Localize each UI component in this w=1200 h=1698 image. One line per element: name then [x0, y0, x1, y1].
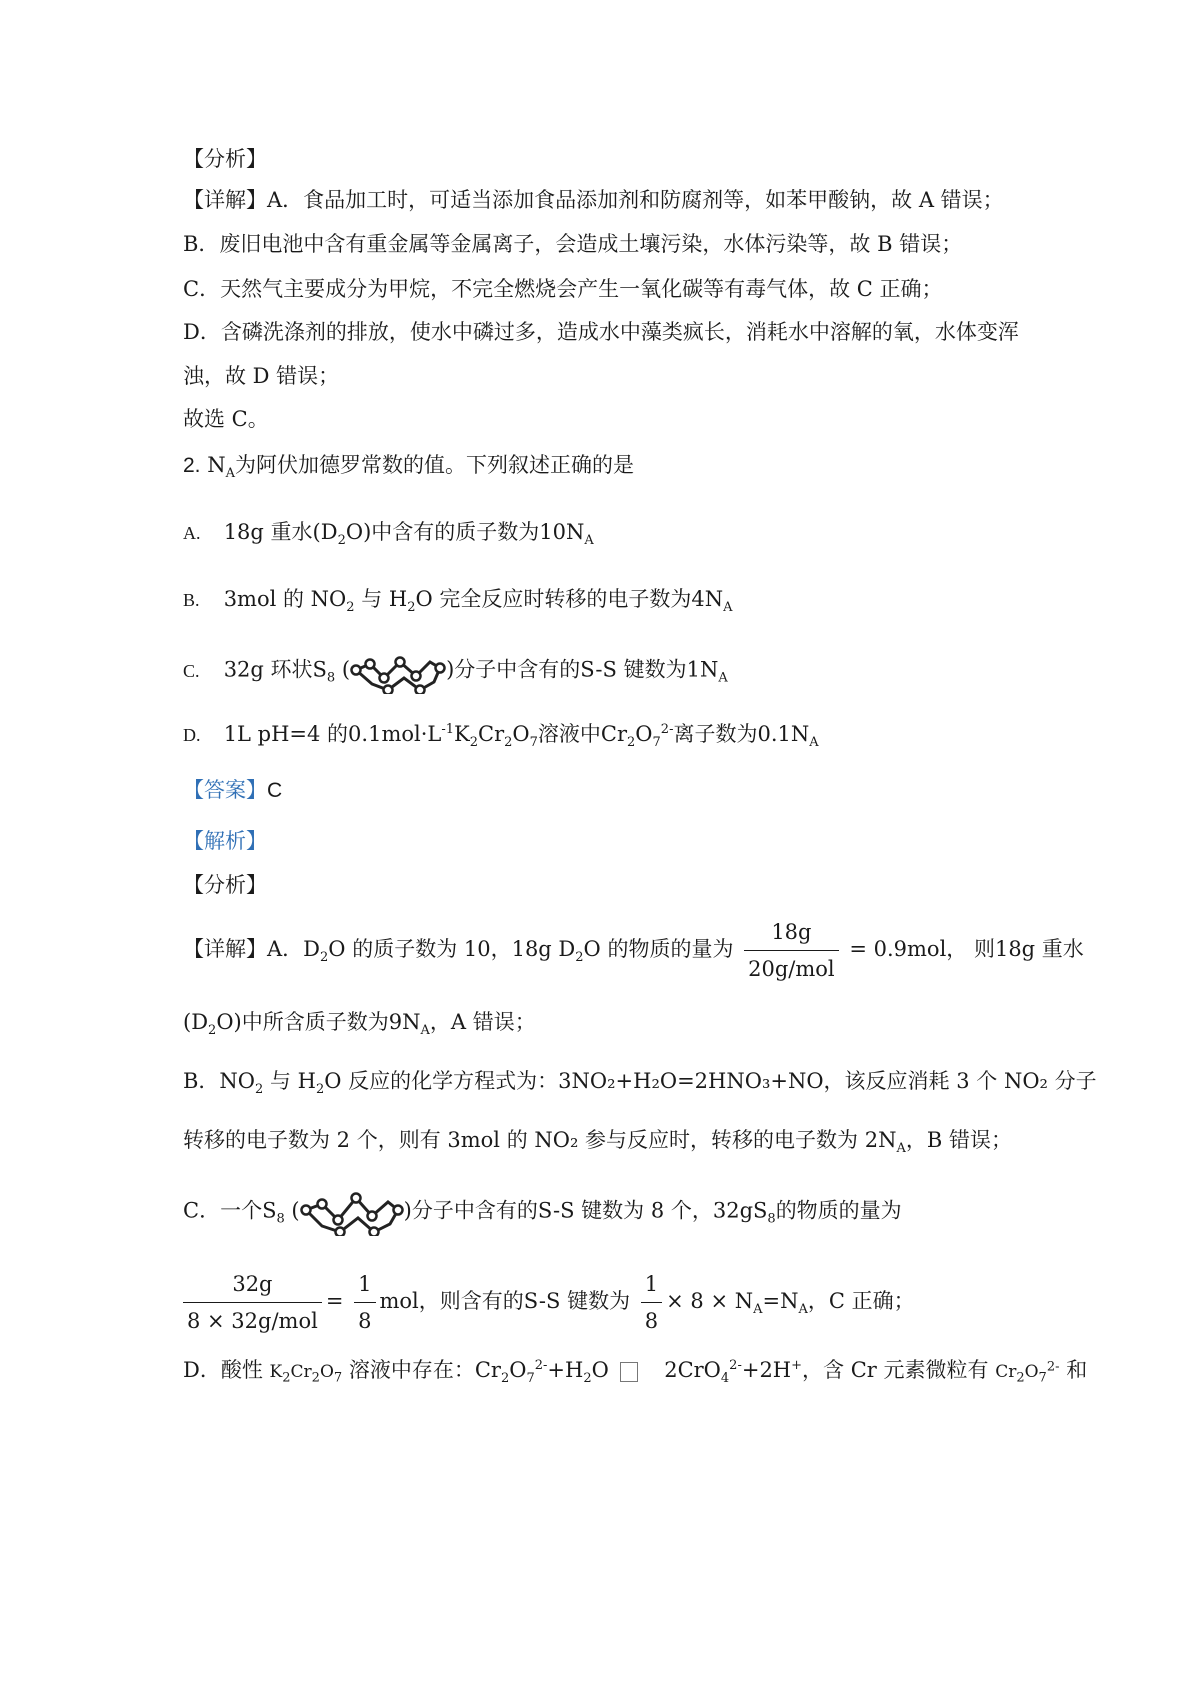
- option-a-text2: O)中含有的质子数为10N: [345, 520, 585, 544]
- analysis-c2-part4: ，C 正确；: [807, 1289, 915, 1313]
- detail-line-d1: D．含磷洗涤剂的排放，使水中磷过多，造成水中藻类疯长，消耗水中溶解的氧，水体变浑: [183, 320, 1019, 344]
- analysis-a-line1: 【详解】A．$D_2O$ 的质子数为 10，18g $D_2O$ 的物质的量为 $\frac{18g}{\text{20g/mol}}$ = 0.9mol， 则18g 重水: [183, 920, 1084, 981]
- option-b-text3: O 完全反应时转移的电子数为4N: [415, 587, 724, 611]
- analysis-c2-part1: mol，则含有的S-S 键数为: [379, 1289, 631, 1313]
- fraction-numerator: 1: [354, 1270, 375, 1303]
- analysis-d-part6: 2CrO: [664, 1358, 721, 1382]
- question-stem: [183, 451, 634, 480]
- analysis-c-part1: C．一个S: [183, 1198, 277, 1223]
- analysis-c-part2: 分子中含有的S-S 键数为 8 个，32gS: [411, 1198, 768, 1223]
- fraction-numerator: 18g: [744, 918, 839, 951]
- k2cr2o7-formula: $K_2Cr_2O_7$: [269, 1362, 343, 1386]
- analysis-b2-part2: ，B 错误；: [905, 1128, 1012, 1152]
- avogadro-symbol: N: [207, 453, 226, 477]
- answer-line: [183, 776, 282, 805]
- analysis-b-line2: 转移的电子数为 2 个，则有 3mol 的 NO₂ 参与反应时，转移的电子数为 $2N_A$，B 错误；: [183, 1128, 1012, 1157]
- fraction-32g-over-8x32: [183, 1270, 322, 1335]
- answer-value: C: [267, 779, 283, 802]
- detail-line-d2: 浊，故 D 错误；: [183, 364, 340, 388]
- detail-text-a: A．食品加工时，可适当添加食品添加剂和防腐剂等，如苯甲酸钠，故 A 错误；: [267, 188, 1004, 212]
- analysis-a-line2: $(D_2O)$中所含质子数为$9N_A$，A 错误；: [183, 1010, 536, 1039]
- detail-line-b: B．废旧电池中含有重金属等金属离子，会造成土壤污染，水体污染等，故 B 错误；: [183, 232, 963, 256]
- analysis-c2-part2: × 8 × N: [666, 1289, 754, 1313]
- option-d-text3: Cr: [478, 722, 505, 746]
- analysis-d-part8: ，含 Cr 元素微粒有: [802, 1358, 989, 1382]
- detail-tag: 【详解】: [183, 188, 267, 212]
- fraction-18-over-20: [744, 918, 839, 983]
- analysis-heading-1: 【分析】: [183, 147, 267, 171]
- answer-label: 【答案】: [183, 778, 267, 802]
- fraction-numerator: 1: [641, 1270, 662, 1303]
- analysis-b-line1: B．$NO_2$ 与 $H_2O$ 反应的化学方程式为：3NO₂+H₂O=2HNO₃+NO，该反应消耗 3 个 NO₂ 分子: [183, 1069, 1097, 1098]
- detail-line-c: C．天然气主要成分为甲烷，不完全燃烧会产生一氧化碳等有毒气体，故 C 正确；: [183, 277, 943, 301]
- analysis-a2-part3: ，A 错误；: [429, 1010, 536, 1034]
- analysis-d-part5: O: [591, 1358, 609, 1382]
- option-d-text6: Cr: [600, 722, 628, 746]
- option-b: B. 3mol 的 $NO_2$ 与 $H_2O$ 完全反应时转移的电子数为$4N_A$: [183, 587, 733, 616]
- analysis-b-part1: B．NO: [183, 1069, 256, 1093]
- fraction-denominator: 8: [644, 1309, 659, 1333]
- analysis-d-part4: +H: [547, 1358, 584, 1382]
- analysis-c-line2: $\frac{32g}{\text{8 × 32g/mol}}$ = $\frac{1}{8}$ mol，则含有的S-S 键数为 $\frac{1}{8}$ × $8 \times N_A=N_A$，C 正确；: [183, 1270, 915, 1335]
- analysis-d-part7: +2H: [741, 1358, 792, 1382]
- option-a: A. 18g 重水$(D_2O)$中含有的质子数为$10N_A$: [183, 520, 594, 549]
- option-b-key: B.: [183, 590, 200, 610]
- equilibrium-arrow-icon: [620, 1362, 638, 1382]
- option-c-text1: 32g 环状S: [223, 657, 327, 682]
- analysis-a2-part2: O)中所含质子数为9N: [216, 1010, 421, 1034]
- fraction-numerator: 32g: [183, 1270, 322, 1303]
- option-b-text1: 3mol 的 NO: [223, 587, 347, 611]
- option-b-text2: 与 H: [361, 587, 408, 611]
- analysis-d-part2: 溶液中存在：Cr: [348, 1358, 501, 1382]
- analysis-a-part2: O 的质子数为 10，18g D: [328, 937, 576, 961]
- option-d: D. 1L pH=4 的$0.1mol\cdot L^{-1}K_2Cr_2O_7$溶液中$Cr_2O_7^{2-}$离子数为$0.1N_A$: [183, 722, 819, 751]
- option-d-key: D.: [183, 725, 201, 745]
- analysis-d-part9: 和: [1066, 1358, 1088, 1382]
- fraction-denominator: 8 × 32g/mol: [187, 1309, 318, 1333]
- fraction-1-over-8-b: [641, 1270, 662, 1335]
- cr2o7-ion: $Cr_2O_7^{2-}$: [995, 1359, 1060, 1386]
- analysis-d-part3: O: [509, 1358, 527, 1382]
- question-stem-text: 为阿伏加德罗常数的值。下列叙述正确的是: [234, 453, 634, 477]
- option-d-text7: O: [635, 722, 653, 746]
- option-d-text5: 溶液中: [537, 722, 601, 746]
- s8-ring-image: [350, 648, 446, 694]
- fraction-denominator: 20g/mol: [748, 957, 835, 981]
- option-d-text4: O: [512, 722, 530, 746]
- option-a-text1: 18g 重水(: [223, 520, 321, 544]
- fraction-1-over-8: [354, 1270, 375, 1335]
- equals-sign: =: [325, 1289, 344, 1313]
- analysis-d-line1: D．酸性 $K_2Cr_2O_7$ 溶液中存在：$Cr_2O_7^{2-}+H_2O$ 2CrO$_4^{2-}$+2H+，含 Cr 元素微粒有 $Cr_2O_7^{2-}$ 和: [183, 1358, 1088, 1387]
- analysis-a-part4: = 0.9mol， 则18g 重水: [849, 937, 1084, 961]
- option-d-text8: 离子数为0.1N: [673, 722, 810, 746]
- option-c-text2: 分子中含有的S-S 键数为1N: [454, 657, 719, 682]
- detail-line-a: [183, 186, 1004, 214]
- analysis-c-part3: 的物质的量为: [775, 1198, 902, 1223]
- analysis-b-part2: 与 H: [270, 1069, 316, 1093]
- option-c: C. 32g 环状$S_8$ ( )分子中含有的S-S 键数为$1N_A$: [183, 648, 728, 694]
- analysis-d-part1: D．酸性: [183, 1358, 263, 1382]
- jiexi-heading: 【解析】: [183, 829, 267, 853]
- option-c-key: C.: [183, 660, 200, 681]
- question-number: 2.: [183, 454, 201, 477]
- analysis-b2-part1: 转移的电子数为 2 个，则有 3mol 的 NO₂ 参与反应时，转移的电子数为 2N: [183, 1128, 897, 1152]
- fraction-denominator: 8: [358, 1309, 372, 1333]
- analysis-c-line1: C．一个$S_8$ ( )分子中含有的S-S 键数为 8 个，$32gS_8$的物质的量为: [183, 1188, 902, 1236]
- s8-ring-image-2: [300, 1188, 404, 1236]
- option-d-text1: 1L pH=4 的0.1mol·L: [223, 722, 442, 746]
- avogadro-sub: A: [225, 466, 235, 482]
- option-d-text2: K: [454, 722, 470, 746]
- analysis-b-part3: O 反应的化学方程式为：3NO₂+H₂O=2HNO₃+NO，该反应消耗 3 个 NO₂ 分子: [324, 1069, 1097, 1093]
- analysis-a2-part1: (D: [183, 1010, 209, 1034]
- analysis-heading-2: 【分析】: [183, 873, 267, 897]
- analysis-a-part3: O 的物质的量为: [583, 937, 734, 961]
- conclusion-line: 故选 C。: [183, 407, 269, 431]
- analysis-c2-part3: =N: [762, 1289, 799, 1313]
- option-a-key: A.: [183, 523, 201, 543]
- analysis-a-part1: 【详解】A．D: [183, 937, 321, 961]
